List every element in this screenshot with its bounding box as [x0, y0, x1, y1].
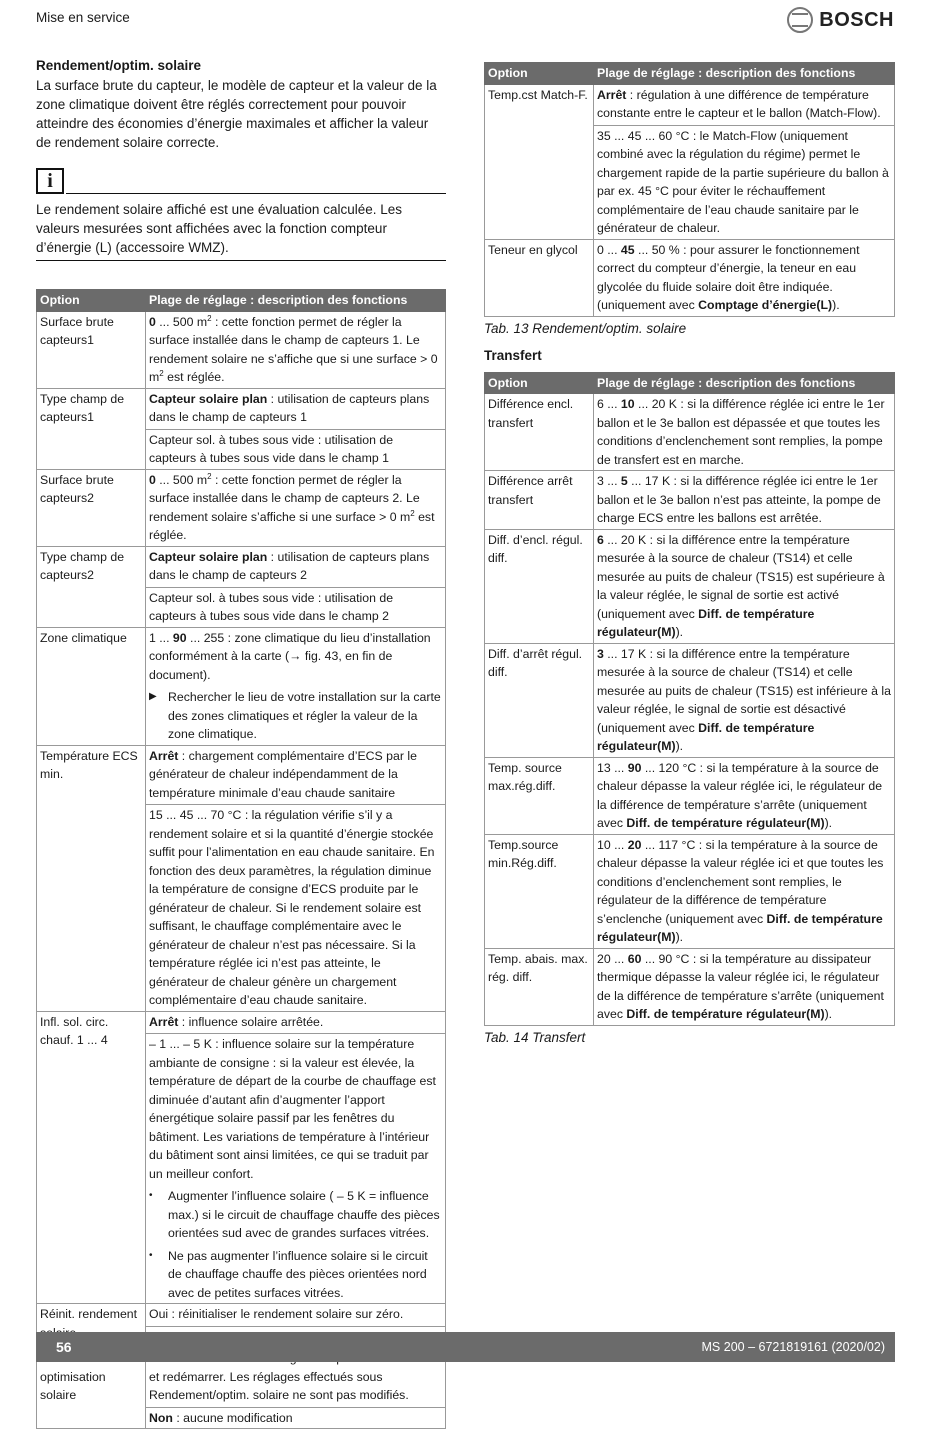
option-cell: Surface brute capteurs1 — [37, 311, 146, 388]
col-header-range: Plage de réglage : description des fonctions — [146, 290, 446, 312]
col-header-range: Plage de réglage : description des fonctions — [594, 372, 895, 394]
option-cell: Temp. source max.rég.diff. — [485, 757, 594, 834]
option-cell: Temp.cst Match-F. — [485, 84, 594, 239]
document-reference: MS 200 – 6721819161 (2020/02) — [701, 1340, 885, 1354]
page-number: 56 — [56, 1339, 72, 1355]
sub-description: 35 ... 45 ... 60 °C : le Match-Flow (uniquement combiné avec la régulation du régime) permet le chargement rapide de la partie supérieure du ballon à par ex. 45 °C pour éviter le réchauffement complémentaire de l’eau chaude sanitaire par le générateur de chaleur. — [594, 125, 894, 238]
sub-description: Capteur sol. à tubes sous vide : utilisation de capteurs à tubes sous vide dans le champ 1 — [146, 429, 445, 468]
info-icon: i — [36, 168, 64, 194]
list-item: • Augmenter l’influence solaire ( – 5 K = influence max.) si le circuit de chauffage chauffe des pièces orientées sud avec de grandes surfaces vitrées. — [149, 1187, 442, 1243]
table-rendement-continued — [484, 62, 895, 317]
page-footer — [36, 1332, 895, 1362]
list-item: • Ne pas augmenter l’influence solaire si le circuit de chauffage chauffe des pièces orientées nord avec de petites surfaces vitrées. — [149, 1247, 442, 1303]
description-cell: 6 ... 20 K : si la différence entre la température mesurée à la source de chaleur (TS14) et celle mesurée au puits de chaleur (TS15) est supérieure à la valeur réglée, le signal de sortie est activé (uniquement avec Diff. de température régulateur(M)). — [594, 529, 895, 643]
table-row — [485, 84, 895, 239]
info-note — [36, 168, 446, 261]
instruction-step: ▶ Rechercher le lieu de votre installation sur la carte des zones climatiques et régler la valeur de la zone climatique. — [149, 688, 442, 744]
intro-paragraph: La surface brute du capteur, le modèle de capteur et la valeur de la zone climatique doivent être réglés correctement pour pouvoir atteindre des économies d’énergie maximales et afficher la valeur de rendement solaire correcte. — [36, 78, 437, 150]
option-cell: Type champ de capteurs1 — [37, 388, 146, 469]
table-row — [485, 394, 895, 471]
description-cell: 10 ... 20 ... 117 °C : si la température à la source de chaleur dépasse la valeur réglée ici et que toutes les conditions d’enclenchement sont remplies, le régulateur de la différence de température s’enclenche (uniquement avec Diff. de température régulateur(M)). — [594, 834, 895, 948]
table-row — [37, 388, 446, 469]
col-header-option: Option — [485, 372, 594, 394]
table-row — [37, 546, 446, 627]
table-row — [37, 1011, 446, 1304]
table-row — [37, 311, 446, 388]
description-cell: 6 ... 10 ... 20 K : si la différence réglée ici entre le 1er ballon et le 3e ballon est dépassée et que toutes les conditions d’enclenchement sont remplies, la pompe de transfert est en marche. — [594, 394, 895, 471]
table-row — [485, 471, 895, 530]
table-row — [485, 948, 895, 1025]
page-header-title: Mise en service — [36, 10, 130, 25]
table-row — [37, 627, 446, 745]
table-transfert — [484, 372, 895, 1026]
option-cell: Différence encl. transfert — [485, 394, 594, 471]
col-header-option: Option — [37, 290, 146, 312]
description-cell: 0 ... 45 ... 50 % : pour assurer le fonctionnement correct du compteur d’énergie, la teneur en eau glycolée du fluide solaire doit être indiquée. (uniquement avec Comptage d’énergie(L)). — [594, 239, 895, 316]
bosch-armature-icon — [787, 7, 813, 33]
left-column — [36, 58, 446, 1429]
sub-description: Capteur sol. à tubes sous vide : utilisation de capteurs à tubes sous vide dans le champ 2 — [146, 587, 445, 626]
description-cell: 1 ... 90 ... 255 : zone climatique du lieu d’installation conformément à la carte (→ fig. 43, en fin de document). ▶ Rechercher le lieu de votre installation sur la carte des zones climatiques et régler la valeur de la zone climatique. — [146, 627, 446, 745]
sub-description: Non : aucune modification — [146, 1407, 445, 1428]
table-row — [485, 529, 895, 643]
right-column — [484, 62, 895, 1045]
option-cell: Surface brute capteurs2 — [37, 469, 146, 546]
option-cell: Infl. sol. circ. chauf. 1 ... 4 — [37, 1011, 146, 1304]
section-heading-transfert: Transfert — [484, 347, 542, 363]
option-cell: Diff. d’encl. régul. diff. — [485, 529, 594, 643]
table-rendement — [36, 289, 446, 1429]
dot-bullet-icon: • — [149, 1249, 153, 1261]
table-row — [37, 745, 446, 1011]
table-caption: Tab. 14 Transfert — [484, 1029, 586, 1045]
description-cell: 0 ... 500 $m^2$ : cette fonction permet de régler la surface installée dans le champ de capteurs 2. Le rendement solaire s’affiche si une surface > 0 $m^2$ est réglée. — [146, 469, 446, 546]
sub-description: – 1 ... – 5 K : influence solaire sur la température ambiante de consigne : si la valeur est élevée, la température de départ de la courbe de chauffage est diminuée d’autant afin d’augmenter l’apport énergétique solaire passif par les fenêtres du bâtiment. Les variations de température à l’intérieur du bâtiment sont ainsi limitées, ce qui se traduit par un meilleur confort. • Augmenter l’influence solaire ( – 5 K = influence max.) si le circuit de chauffage chauffe des pièces orientées sud avec de grandes surfaces vitrées. • Ne pas augmenter l’influence solaire si le circuit de chauffage chauffe des pièces orientées nord avec de petites surfaces vitrées. — [146, 1033, 445, 1302]
description-cell: 20 ... 60 ... 90 °C : si la température au dissipateur thermique dépasse la valeur réglée ici, le régulateur de la différence de température s’arrête (uniquement avec Diff. de température régulateur(M)). — [594, 948, 895, 1025]
table-row — [485, 239, 895, 316]
option-cell: Teneur en glycol — [485, 239, 594, 316]
option-cell: Réinit. rendement — [37, 1304, 146, 1348]
description-cell: Arrêt : chargement complémentaire d’ECS par le générateur de chaleur indépendamment de la température minimale d’eau chaude sanitaire 15 ... 45 ... 70 °C : la régulation vérifie s’il y a rendement solaire et si la quantité d’énergie stockée suffit pour l’alimentation en eau chaude sanitaire. En fonction des deux paramètres, la régulation diminue la température de consigne d’ECS produite par le générateur de chaleur. Si le rendement solaire est suffisant, le chauffage complémentaire avec le générateur de chaleur n’est pas nécessaire. Si la température réglée ici n’est pas atteinte, le générateur de chaleur génère un chargement complémentaire d’eau chaude sanitaire. — [146, 745, 446, 1011]
description-cell: 3 ... 5 ... 17 K : si la différence réglée ici entre le 1er ballon et le 3e ballon n’est pas atteinte, la pompe de charge ECS entre les ballons est arrêtée. — [594, 471, 895, 530]
option-cell: Type champ de capteurs2 — [37, 546, 146, 627]
dot-bullet-icon: • — [149, 1190, 153, 1201]
note-text: Le rendement solaire affiché est une évaluation calculée. Les valeurs mesurées sont affichées avec la fonction compteur d’énergie (L) (accessoire WMZ). — [36, 202, 402, 255]
table-caption: Tab. 13 Rendement/optim. solaire — [484, 320, 687, 336]
section-heading-rendement: Rendement/optim. solaire — [36, 58, 202, 73]
option-cell: Température ECS min. — [37, 745, 146, 1011]
col-header-range: Plage de réglage : description des fonctions — [594, 63, 895, 85]
description-cell: Oui : réinitialiser le rendement solaire sur zéro. — [146, 1304, 446, 1348]
description-cell: 3 ... 17 K : si la différence entre la température mesurée à la source de chaleur (TS14) et celle mesurée au puits de chaleur (TS15) est inférieure à la valeur réglée, le signal de sortie est désactivé (uniquement avec Diff. de température régulateur(M)). — [594, 643, 895, 757]
option-cell: optimisation solaire — [37, 1348, 146, 1429]
table-row — [485, 643, 895, 757]
option-cell: Différence arrêt transfert — [485, 471, 594, 530]
table-row — [37, 469, 446, 546]
description-cell: et redémarrer. Les réglages effectués sous Rendement/optim. solaire ne sont pas modifiés. Non : aucune modification — [146, 1348, 446, 1429]
brand-name: BOSCH — [819, 8, 894, 31]
arrow-bullet-icon: ▶ — [149, 691, 157, 702]
description-cell: 0 ... 500 $m^2$ : cette fonction permet de régler la surface installée dans le champ de capteurs 1. Le rendement solaire ne s’affiche que si une surface > 0 $m^2$ est réglée. — [146, 311, 446, 388]
note-divider — [66, 193, 446, 194]
description-cell: Capteur solaire plan : utilisation de capteurs plans dans le champ de capteurs 2 Capteur sol. à tubes sous vide : utilisation de capteurs à tubes sous vide dans le champ 2 — [146, 546, 446, 627]
description-cell: Capteur solaire plan : utilisation de capteurs plans dans le champ de capteurs 1 Capteur sol. à tubes sous vide : utilisation de capteurs à tubes sous vide dans le champ 1 — [146, 388, 446, 469]
option-cell: Zone climatique — [37, 627, 146, 745]
sub-description: 15 ... 45 ... 70 °C : la régulation vérifie s’il y a rendement solaire et si la quantité d’énergie stockée suffit pour l’alimentation en eau chaude sanitaire. En fonction des deux paramètres, la régulation diminue la température de consigne d’ECS produite par le générateur de chaleur. Si le rendement solaire est suffisant, le chauffage complémentaire avec le générateur de chaleur n’est pas nécessaire. Si la température réglée ici n’est pas atteinte, le générateur de chaleur génère un chargement complémentaire d’eau chaude sanitaire. — [146, 804, 445, 1010]
option-cell: Temp. abais. max. rég. diff. — [485, 948, 594, 1025]
col-header-option: Option — [485, 63, 594, 85]
option-cell: Diff. d’arrêt régul. diff. — [485, 643, 594, 757]
table-row — [485, 757, 895, 834]
description-cell: Arrêt : influence solaire arrêtée. – 1 ... – 5 K : influence solaire sur la température ambiante de consigne : si la valeur est élevée, la température de départ de la courbe de chauffage est diminuée d’autant afin d’augmenter l’apport énergétique solaire passif par les fenêtres du bâtiment. Les variations de température à l’intérieur du bâtiment sont ainsi limitées, ce qui se traduit par un meilleur confort. • Augmenter l’influence solaire ( – 5 K = influence max.) si le circuit de chauffage chauffe des pièces orientées sud avec de grandes surfaces vitrées. • Ne pas augmenter l’influence solaire si le circuit de chauffage chauffe des pièces orientées nord avec de petites surfaces vitrées. — [146, 1011, 446, 1304]
note-bottom-rule — [36, 260, 446, 261]
description-cell: 13 ... 90 ... 120 °C : si la température à la source de chaleur dépasse la valeur réglée ici, le régulateur de la différence de température s’arrête (uniquement avec Diff. de température régulateur(M)). — [594, 757, 895, 834]
table-row — [485, 834, 895, 948]
brand-logo — [787, 7, 894, 33]
description-cell: Arrêt : régulation à une différence de température constante entre le capteur et le ballon (Match-Flow). 35 ... 45 ... 60 °C : le Match-Flow (uniquement combiné avec la régulation du régime) permet le chargement rapide de la partie supérieure du ballon à par ex. 45 °C pour éviter le réchauffement complémentaire de l’eau chaude sanitaire par le générateur de chaleur. — [594, 84, 895, 239]
option-cell: Temp.source min.Rég.diff. — [485, 834, 594, 948]
